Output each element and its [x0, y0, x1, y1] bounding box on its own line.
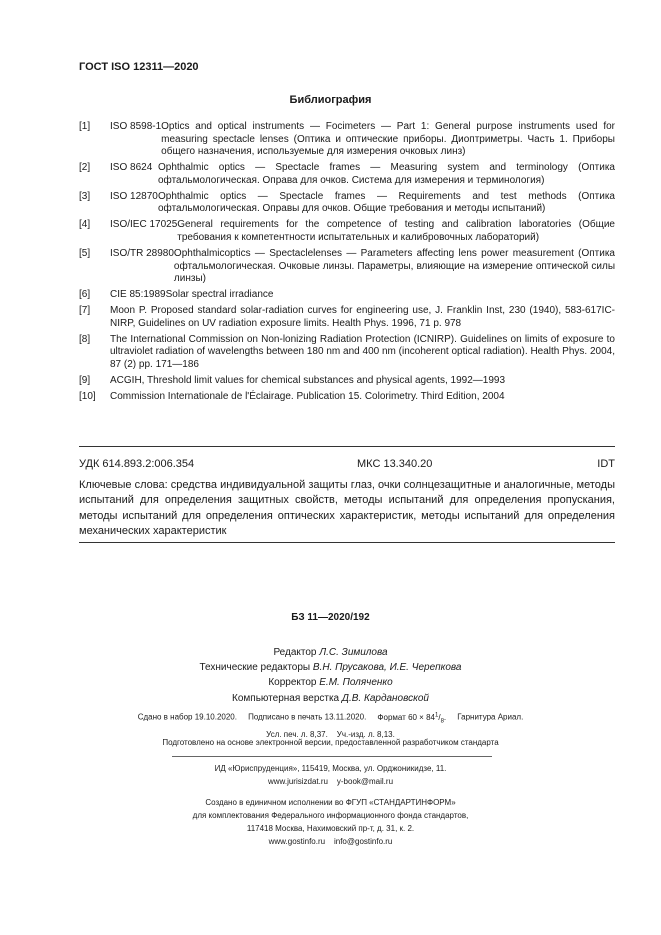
- gostinfo-mail-link[interactable]: info@gostinfo.ru: [333, 837, 393, 846]
- bib-entry-text: Ophthalmicoptics — Spectaclelenses — Parameters affecting lens power measurement (Оптика офтальмологическая. Очковые линзы. Параметры, влияющие на измерение оптической силы линзы): [173, 247, 615, 285]
- top-divider: [79, 446, 615, 447]
- bib-entry-text: Ophthalmic optics — Spectacle frames — Requirements and test methods (Оптика офтальмологическая. Оправы для очков. Общие требования и методы испытаний): [158, 190, 615, 215]
- bib-entry-standard: ISO 8624: [110, 162, 153, 174]
- publisher-sheets: Уч.-изд. л. 8,13.: [336, 730, 395, 740]
- bib-entry-standard: ISO/TR 28980: [110, 247, 174, 259]
- bib-entry-standard: ISO/IEC 17025: [110, 219, 178, 231]
- bz-number: БЗ 11—2020/192: [291, 612, 370, 623]
- bib-entry: [79, 334, 615, 372]
- bib-entry: [79, 375, 615, 388]
- editor-line: [0, 645, 661, 660]
- made-line-3: 117418 Москва, Нахимовский пр-т, д. 31, к. 2.: [246, 824, 415, 833]
- bib-entry-text: Optics and optical instruments — Focimeters — Part 1: General purpose instruments used for measuring spectacle lenses (Оптика и оптические приборы. Диоптриметры. Часть 1. Приборы общего назначения, используемые для измерения очковых линз): [161, 121, 615, 158]
- bib-entry: [79, 248, 615, 286]
- bib-entry: [79, 162, 615, 187]
- tech-editors-names: В.Н. Прусакова, И.Е. Черепкова: [312, 662, 462, 674]
- print-info: [0, 709, 661, 741]
- idt-label: IDT: [597, 458, 615, 470]
- set-date: Сдано в набор 19.10.2020.: [137, 712, 237, 722]
- bib-entry-standard: ISO 8598-1: [110, 121, 162, 132]
- editors-block: [0, 645, 661, 706]
- bib-entry: [79, 305, 615, 330]
- bibliography-title: Библиография: [289, 94, 372, 106]
- bib-entry-standard: CIE 85:1989: [110, 289, 166, 301]
- bib-entry-number: [1]: [79, 121, 91, 132]
- bib-entry: [79, 289, 615, 302]
- sign-date: Подписано в печать 13.11.2020.: [248, 712, 367, 722]
- bib-entry-text: Commission Internationale de l'Éclairage. Publication 15. Colorimetry. Third Edition, 2004: [110, 390, 505, 402]
- bib-entry-number: [8]: [79, 333, 91, 345]
- publisher-divider: [172, 756, 492, 757]
- bib-entry-number: [5]: [79, 247, 91, 259]
- bib-entry-text: General requirements for the competence of testing and calibration laboratories (Общие требования к компетентности испытательных и калибровочных лабораторий): [177, 219, 615, 243]
- bib-entry-text: Moon P. Proposed standard solar-radiation curves for engineering use, J. Franklin Inst, 230 (1940), 583-617IC-NIRP, Guidelines on UV radiation exposure limits. Health Phys. 1996, 71 p. 978: [110, 305, 615, 329]
- bib-entry-text: Ophthalmic optics — Spectacle frames — Measuring system and terminology (Оптика офтальмологическая. Оправа для очков. Система для измерения и терминология): [158, 162, 615, 186]
- bib-entry-number: [6]: [79, 289, 91, 301]
- bib-entry-text: The International Commission on Non-lonizing Radiation Protection (ICNIRP). Guidelines on limits of exposure to ultraviolet radiation of wavelengths between 180 nm and 400 nm (incoherent optical radiation). Health Phys. 2004, 87 (2) pp. 171—186: [110, 333, 615, 370]
- bib-entry-number: [4]: [79, 219, 91, 231]
- keywords-text: Ключевые слова: средства индивидуальной защиты глаз, очки солнцезащитные и аналогичные, методы испытаний для определения защитных свойств, методы испытаний для определения пропускания, методы испытаний для определения оптических характеристик, методы испытаний для определения механических характеристик: [79, 479, 615, 537]
- bib-entry-number: [9]: [79, 374, 91, 386]
- made-line-1: Создано в единичном исполнении во ФГУП «СТАНДАРТИНФОРМ»: [205, 798, 456, 807]
- corrector-label: Корректор: [268, 677, 317, 689]
- typeface: Гарнитура Ариал.: [457, 712, 524, 722]
- bib-entry-number: [10]: [79, 390, 96, 402]
- publisher-block: [0, 762, 661, 788]
- layout-line: [0, 691, 661, 706]
- bib-entry-number: [7]: [79, 305, 91, 317]
- bib-entry: [79, 219, 615, 244]
- udk-code: УДК 614.893.2:006.354: [79, 458, 195, 470]
- editor-label: Редактор: [273, 647, 317, 658]
- print-sheets: Усл. печ. л. 8,37.: [266, 730, 328, 740]
- publisher-address: ИД «Юриспруденция», 115419, Москва, ул. Орджоникидзе, 11.: [214, 764, 447, 773]
- tech-editors-label: Технические редакторы: [199, 662, 311, 674]
- publisher-mail-link[interactable]: y-book@mail.ru: [336, 777, 394, 786]
- bottom-divider: [79, 542, 615, 543]
- bib-entry-text: ACGIH, Threshold limit values for chemical substances and physical agents, 1992—1993: [110, 374, 506, 386]
- standartinform-block: [0, 796, 661, 848]
- gostinfo-site-link[interactable]: www.gostinfo.ru: [268, 837, 326, 846]
- document-code: ГОСТ ISO 12311—2020: [79, 61, 199, 73]
- editor-name: Л.С. Зимилова: [319, 647, 388, 658]
- made-line-2: для комплектования Федерального информационного фонда стандартов,: [192, 811, 469, 820]
- corrector-name: Е.М. Поляченко: [319, 677, 393, 689]
- corrector-line: [0, 675, 661, 690]
- layout-label: Компьютерная верстка: [232, 692, 340, 704]
- bib-entry-number: [3]: [79, 190, 91, 202]
- paper-format: Формат $60 \times 84^1/_8$.: [377, 712, 447, 725]
- bibliography-list: [79, 121, 615, 407]
- bib-entry-number: [2]: [79, 162, 91, 174]
- bib-entry: [79, 391, 615, 404]
- mks-code: МКС 13.340.20: [357, 458, 433, 470]
- bib-entry-text: Solar spectral irradiance: [165, 289, 274, 301]
- publisher-site-link[interactable]: www.jurisizdat.ru: [267, 777, 328, 786]
- bib-entry: [79, 121, 615, 159]
- prepared-note: Подготовлено на основе электронной версии, предоставленной разработчиком стандарта: [162, 738, 499, 747]
- layout-name: Д.В. Кардановской: [341, 692, 429, 704]
- bib-entry-standard: ISO 12870: [110, 190, 158, 202]
- bib-entry: [79, 191, 615, 216]
- tech-editors-line: [0, 660, 661, 675]
